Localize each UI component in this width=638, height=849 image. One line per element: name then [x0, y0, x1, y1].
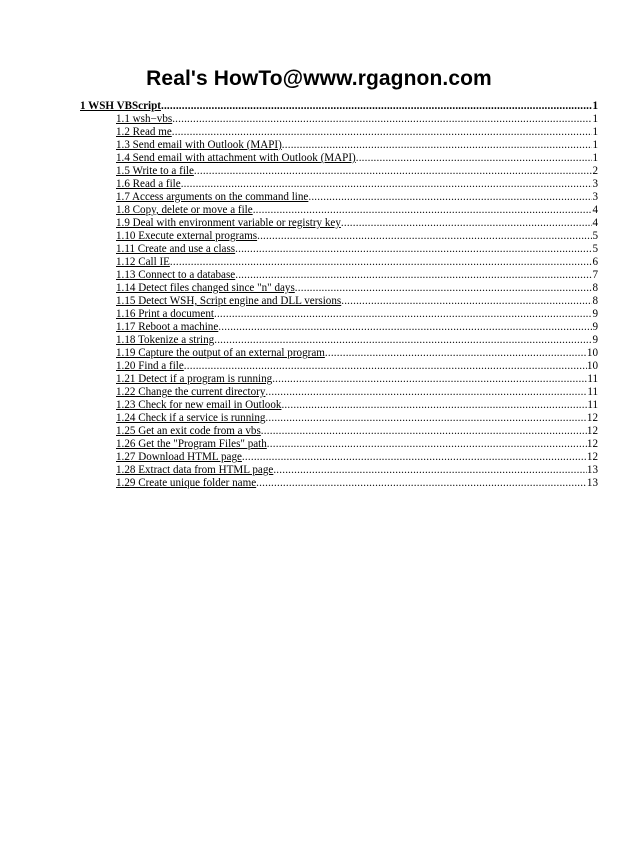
- toc-page-number: 10: [586, 360, 598, 372]
- toc-dot-leader: [282, 139, 593, 152]
- toc-page-number: 11: [587, 399, 598, 411]
- toc-entry-link[interactable]: 1.17 Reboot a machine: [116, 321, 219, 333]
- toc-dot-leader: [308, 191, 592, 204]
- toc-entry-link[interactable]: 1.15 Detect WSH, Script engine and DLL versions: [116, 295, 342, 307]
- toc-dot-leader: [267, 438, 587, 451]
- toc-entry-link[interactable]: 1.22 Change the current directory: [116, 386, 266, 398]
- toc-dot-leader: [161, 100, 592, 113]
- toc-page-number: 1: [592, 139, 598, 151]
- toc-dot-leader: [218, 321, 592, 334]
- toc-entry-link[interactable]: 1.5 Write to a file: [116, 165, 194, 177]
- toc-page-number: 10: [586, 347, 598, 359]
- toc-section-entry[interactable]: [116, 269, 598, 282]
- toc-dot-leader: [256, 477, 587, 490]
- toc-dot-leader: [194, 165, 593, 178]
- toc-entry-link[interactable]: 1.28 Extract data from HTML page: [116, 464, 274, 476]
- toc-entry-link[interactable]: 1.13 Connect to a database: [116, 269, 236, 281]
- toc-entry-link[interactable]: 1.12 Call IE: [116, 256, 170, 268]
- toc-dot-leader: [172, 113, 592, 126]
- toc-page-number: 8: [592, 295, 598, 307]
- toc-dot-leader: [235, 243, 592, 256]
- toc-page-number: 11: [587, 386, 598, 398]
- toc-section-entry[interactable]: [116, 282, 598, 295]
- toc-entry-link[interactable]: 1.16 Print a document: [116, 308, 214, 320]
- toc-page-number: 5: [592, 230, 598, 242]
- toc-entry-link[interactable]: 1.29 Create unique folder name: [116, 477, 257, 489]
- toc-page-number: 4: [592, 217, 598, 229]
- toc-dot-leader: [172, 126, 593, 139]
- toc-chapter-entry[interactable]: [80, 100, 598, 113]
- toc-entry-link[interactable]: 1.11 Create and use a class: [116, 243, 236, 255]
- toc-page-number: 1: [592, 100, 598, 112]
- toc-entry-link[interactable]: 1.27 Download HTML page: [116, 451, 242, 463]
- toc-dot-leader: [356, 152, 593, 165]
- toc-entry-link[interactable]: 1.7 Access arguments on the command line: [116, 191, 309, 203]
- toc-page-number: 4: [592, 204, 598, 216]
- toc-page-number: 7: [592, 269, 598, 281]
- toc-dot-leader: [242, 451, 587, 464]
- toc-section-entry[interactable]: [116, 152, 598, 165]
- toc-page-number: 13: [586, 464, 598, 476]
- toc-entry-link[interactable]: 1.9 Deal with environment variable or registry key: [116, 217, 341, 229]
- toc-page-number: 3: [592, 178, 598, 190]
- toc-section-entry[interactable]: [116, 230, 598, 243]
- toc-dot-leader: [295, 282, 593, 295]
- toc-section-entry[interactable]: [116, 126, 598, 139]
- toc-entry-link[interactable]: 1.21 Detect if a program is running: [116, 373, 273, 385]
- toc-dot-leader: [214, 308, 592, 321]
- toc-dot-leader: [281, 399, 587, 412]
- toc-section-entry[interactable]: [116, 321, 598, 334]
- toc-page-number: 9: [592, 334, 598, 346]
- toc-page-number: 9: [592, 308, 598, 320]
- toc-section-entry[interactable]: [116, 217, 598, 230]
- toc-section-entry[interactable]: [116, 243, 598, 256]
- toc-entry-link[interactable]: 1.6 Read a file: [116, 178, 181, 190]
- toc-dot-leader: [257, 230, 592, 243]
- toc-dot-leader: [272, 373, 587, 386]
- toc-page-number: 1: [592, 152, 598, 164]
- toc-entry-link[interactable]: 1.4 Send email with attachment with Outlook (MAPI): [116, 152, 356, 164]
- toc-section-entry[interactable]: [116, 399, 598, 412]
- toc-section-entry[interactable]: [116, 464, 598, 477]
- toc-section-entry[interactable]: [116, 139, 598, 152]
- page-title: Real's HowTo@www.rgagnon.com: [146, 67, 492, 90]
- toc-page-number: 11: [587, 373, 598, 385]
- toc-page-number: 13: [586, 477, 598, 489]
- toc-page-number: 5: [592, 243, 598, 255]
- toc-page-number: 12: [586, 412, 598, 424]
- toc-section-entry[interactable]: [116, 113, 598, 126]
- toc-page-number: 1: [592, 113, 598, 125]
- toc-section-entry[interactable]: [116, 347, 598, 360]
- toc-section-entry[interactable]: [116, 360, 598, 373]
- toc-entry-link[interactable]: 1.26 Get the "Program Files" path: [116, 438, 267, 450]
- toc-section-entry[interactable]: [116, 386, 598, 399]
- toc-section-entry[interactable]: [116, 204, 598, 217]
- toc-section-entry[interactable]: [116, 412, 598, 425]
- toc-entry-link[interactable]: 1.20 Find a file: [116, 360, 184, 372]
- toc-entry-link[interactable]: 1.3 Send email with Outlook (MAPI): [116, 139, 282, 151]
- toc-section-entry[interactable]: [116, 334, 598, 347]
- toc-section-entry[interactable]: [116, 373, 598, 386]
- toc-entry-link[interactable]: 1.1 wsh−vbs: [116, 113, 173, 125]
- toc-entry-link[interactable]: 1.14 Detect files changed since "n" days: [116, 282, 295, 294]
- toc-dot-leader: [273, 464, 587, 477]
- toc-section-entry[interactable]: [116, 425, 598, 438]
- toc-page-number: 6: [592, 256, 598, 268]
- toc-section-entry[interactable]: [116, 191, 598, 204]
- toc-section-entry[interactable]: [116, 256, 598, 269]
- toc-dot-leader: [341, 217, 593, 230]
- toc-entry-link[interactable]: 1.19 Capture the output of an external program: [116, 347, 325, 359]
- toc-dot-leader: [261, 425, 587, 438]
- toc-dot-leader: [265, 412, 586, 425]
- toc-dot-leader: [325, 347, 587, 360]
- toc-dot-leader: [265, 386, 587, 399]
- toc-dot-leader: [170, 256, 593, 269]
- toc-section-entry[interactable]: [116, 451, 598, 464]
- toc-entry-link[interactable]: 1.2 Read me: [116, 126, 172, 138]
- toc-entry-link[interactable]: 1.18 Tokenize a string: [116, 334, 215, 346]
- toc-page-number: 1: [592, 126, 598, 138]
- toc-page-number: 12: [586, 451, 598, 463]
- toc-section-entry[interactable]: [116, 295, 598, 308]
- toc-page-number: 12: [586, 438, 598, 450]
- toc-page-number: 8: [592, 282, 598, 294]
- toc-dot-leader: [341, 295, 592, 308]
- toc-entry-link[interactable]: 1.25 Get an exit code from a vbs: [116, 425, 261, 437]
- toc-page-number: 3: [592, 191, 598, 203]
- toc-page-number: 2: [592, 165, 598, 177]
- toc-section-entry[interactable]: [116, 308, 598, 321]
- toc-dot-leader: [235, 269, 592, 282]
- toc-dot-leader: [253, 204, 593, 217]
- toc-dot-leader: [181, 178, 593, 191]
- toc-section-entry[interactable]: [116, 477, 598, 490]
- toc-entry-link[interactable]: 1.10 Execute external programs: [116, 230, 258, 242]
- toc-section-entry[interactable]: [116, 165, 598, 178]
- toc-entry-link[interactable]: 1 WSH VBScript: [80, 100, 161, 112]
- toc-section-entry[interactable]: [116, 178, 598, 191]
- toc-dot-leader: [214, 334, 592, 347]
- toc-entry-link[interactable]: 1.23 Check for new email in Outlook: [116, 399, 282, 411]
- toc-page-number: 9: [592, 321, 598, 333]
- toc-section-entry[interactable]: [116, 438, 598, 451]
- toc-entry-link[interactable]: 1.24 Check if a service is running: [116, 412, 266, 424]
- toc-dot-leader: [184, 360, 587, 373]
- toc-entry-link[interactable]: 1.8 Copy, delete or move a file: [116, 204, 253, 216]
- toc-page-number: 12: [586, 425, 598, 437]
